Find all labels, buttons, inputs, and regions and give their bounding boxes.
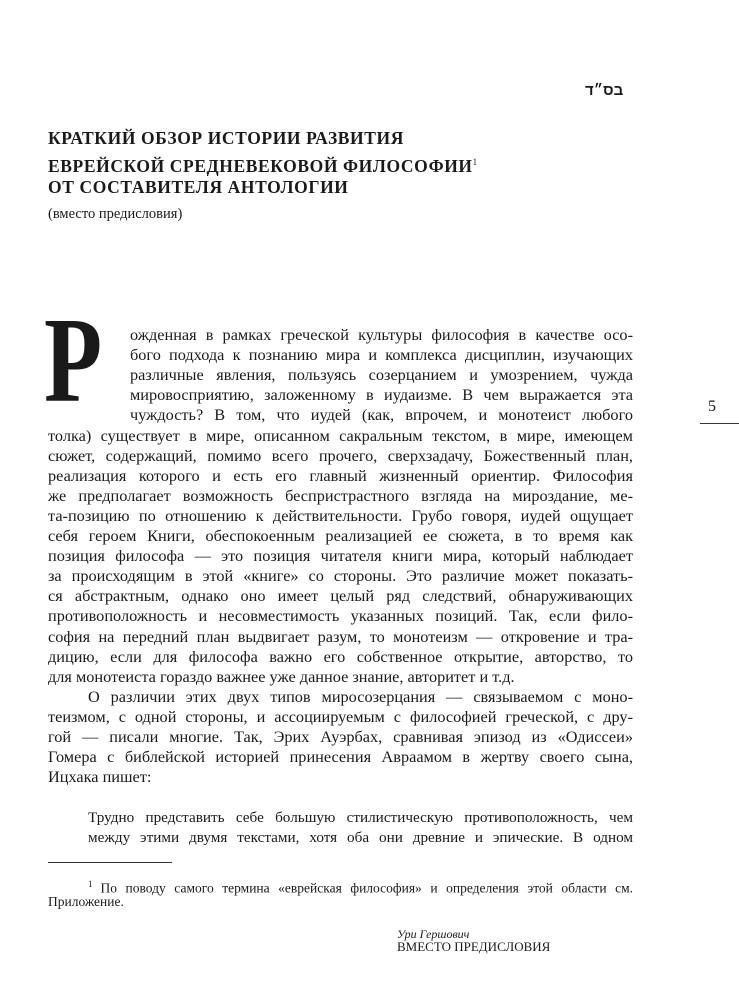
title-line: КРАТКИЙ ОБЗОР ИСТОРИИ РАЗВИТИЯ bbox=[48, 128, 404, 148]
body-line: софия на передний план выдвигает разум, то монотеизм — откровение и тра- bbox=[48, 626, 633, 646]
title-line: ОТ СОСТАВИТЕЛЯ АНТОЛОГИИ bbox=[48, 177, 349, 197]
quote-line: Трудно представить себе большую стилистическую противоположность, чем bbox=[88, 809, 633, 826]
body-line: реализация которого и есть его главный жизненный ориентир. Философия bbox=[48, 465, 633, 485]
subtitle: (вместо предисловия) bbox=[48, 206, 183, 222]
body-line: бого подхода к познанию мира и комплекса дисциплин, изучающих bbox=[130, 345, 633, 365]
body-line: толка) существует в мире, описанном сакральным текстом, в мире, имеющем bbox=[48, 425, 633, 445]
drop-cap: Р bbox=[44, 293, 103, 428]
title-line bbox=[48, 152, 478, 176]
running-footer-section: ВМЕСТО ПРЕДИСЛОВИЯ bbox=[397, 939, 551, 954]
body-line: ся абстрактным, однако оно имеет целый ряд следствий, обнаруживающих bbox=[48, 586, 633, 606]
hebrew-header-mark: בס״ד bbox=[585, 82, 624, 99]
page-number-rule bbox=[700, 423, 739, 424]
title-line-text: ЕВРЕЙСКОЙ СРЕДНЕВЕКОВОЙ ФИЛОСОФИИ bbox=[48, 155, 473, 176]
footnote-text: По поводу самого термина «еврейская философия» и определения этой области см. bbox=[100, 880, 633, 896]
body-line: ожденная в рамках греческой культуры философия в качестве осо- bbox=[130, 325, 633, 344]
body-line: же предполагает возможность беспристрастного взгляда на мироздание, ме- bbox=[48, 485, 633, 505]
body-line: та-позицию по отношению к действительности. Грубо говоря, иудей ощущает bbox=[48, 505, 633, 525]
body-line: позиция философа — это позиция читателя книги мира, который наблюдает bbox=[48, 546, 633, 566]
body-line: себя героем Книги, обеспокоенным реализацией ее сюжета, в то время как bbox=[48, 526, 633, 545]
running-footer-author: Ури Гершович bbox=[397, 927, 470, 941]
body-line: гой — писали многие. Так, Эрих Ауэрбах, сравнивая эпизод из «Одиссеи» bbox=[48, 727, 633, 746]
body-line: теизмом, с одной стороны, и ассоциируемым с философией греческой, с дру- bbox=[48, 706, 633, 726]
body-line: чуждость? В том, что иудей (как, впрочем, и монотеист любого bbox=[130, 405, 633, 425]
footnote-separator bbox=[48, 862, 172, 863]
footnote-mark: 1 bbox=[88, 879, 93, 889]
footnote-reference[interactable]: 1 bbox=[472, 157, 478, 167]
quote-line: между этими двумя текстами, хотя оба они древние и эпические. В одном bbox=[88, 828, 633, 846]
body-line: противоположность и несовместимость указанных позиций. Так, если фило- bbox=[48, 606, 633, 626]
body-line: мировосприятию, заложенному в иудаизме. В чем выражается эта bbox=[130, 385, 633, 405]
body-line: различные явления, пользуясь созерцанием и умозрением, чужда bbox=[130, 365, 633, 385]
body-line: дицию, если для философа важно его собственное открытие, авторство, то bbox=[48, 646, 633, 666]
body-line: О различии этих двух типов миросозерцания — связываемом с моно- bbox=[88, 686, 633, 706]
body-line: сюжет, содержащий, помимо всего прочего, сверхзадачу, Божественный план, bbox=[48, 445, 633, 465]
body-line: за происходящим в этой «книге» со стороны. Это различие может показать- bbox=[48, 566, 633, 586]
footnote bbox=[88, 874, 633, 894]
body-line: Ицхака пишет: bbox=[48, 767, 152, 787]
footnote-continuation: Приложение. bbox=[48, 894, 124, 909]
page-number: 5 bbox=[708, 398, 716, 415]
body-line: Гомера с библейской историей принесения Авраамом в жертву своего сына, bbox=[48, 747, 633, 767]
body-line: для монотеиста гораздо важнее уже данное знание, авторитет и т.д. bbox=[48, 666, 515, 686]
